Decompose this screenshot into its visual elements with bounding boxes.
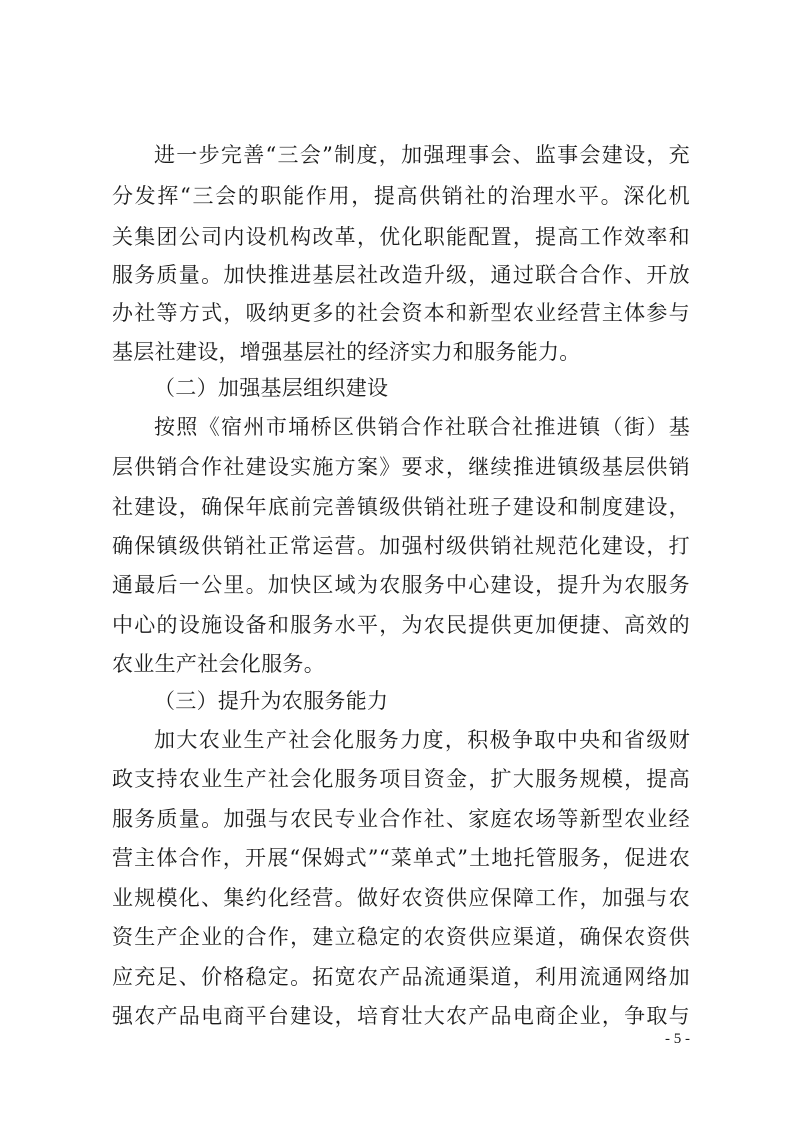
paragraph-1-line-2: 分发挥“三会的职能作用，提高供销社的治理水平。深化机 xyxy=(112,184,690,208)
paragraph-3-line-6: 资生产企业的合作，建立稳定的农资供应渠道，确保农资供 xyxy=(112,925,690,949)
paragraph-1-line-4: 服务质量。加快推进基层社改造升级，通过联合合作、开放 xyxy=(112,263,690,287)
paragraph-2-line-1: 按照《宿州市埇桥区供销合作社联合社推进镇（街）基 xyxy=(154,415,690,439)
paragraph-1-line-1: 进一步完善“三会”制度，加强理事会、监事会建设，充 xyxy=(154,143,690,167)
paragraph-2-line-2: 层供销合作社建设实施方案》要求，继续推进镇级基层供销 xyxy=(112,455,690,479)
paragraph-1-line-5: 办社等方式，吸纳更多的社会资本和新型农业经营主体参与 xyxy=(112,301,690,325)
paragraph-2-line-7: 农业生产社会化服务。 xyxy=(112,652,325,676)
section-heading-3: （三）提升为农服务能力 xyxy=(154,689,389,713)
paragraph-2-line-4: 确保镇级供销社正常运营。加强村级供销社规范化建设，打 xyxy=(112,534,690,558)
paragraph-2-line-6: 中心的设施设备和服务水平，为农民提供更加便捷、高效的 xyxy=(112,613,690,637)
paragraph-3-line-1: 加大农业生产社会化服务力度，积极争取中央和省级财 xyxy=(154,728,690,752)
paragraph-1-line-6: 基层社建设，增强基层社的经济实力和服务能力。 xyxy=(112,340,581,364)
section-heading-2: （二）加强基层组织建设 xyxy=(154,376,389,400)
paragraph-3-line-5: 业规模化、集约化经营。做好农资供应保障工作，加强与农 xyxy=(112,886,690,910)
paragraph-3-line-4: 营主体合作，开展“保姆式”“菜单式”土地托管服务，促进农 xyxy=(112,846,690,870)
paragraph-3-line-8: 强农产品电商平台建设，培育壮大农产品电商企业，争取与 xyxy=(112,1004,690,1028)
page-number: - 5 - xyxy=(665,1031,690,1047)
paragraph-2-line-5: 通最后一公里。加快区域为农服务中心建设，提升为农服务 xyxy=(112,573,690,597)
paragraph-3-line-7: 应充足、价格稳定。拓宽农产品流通渠道，利用流通网络加 xyxy=(112,965,690,989)
paragraph-2-line-3: 社建设，确保年底前完善镇级供销社班子建设和制度建设， xyxy=(112,495,690,519)
paragraph-3-line-3: 服务质量。加强与农民专业合作社、家庭农场等新型农业经 xyxy=(112,807,690,831)
paragraph-3-line-2: 政支持农业生产社会化服务项目资金，扩大服务规模，提高 xyxy=(112,767,690,791)
paragraph-1-line-3: 关集团公司内设机构改革，优化职能配置，提高工作效率和 xyxy=(112,225,690,249)
